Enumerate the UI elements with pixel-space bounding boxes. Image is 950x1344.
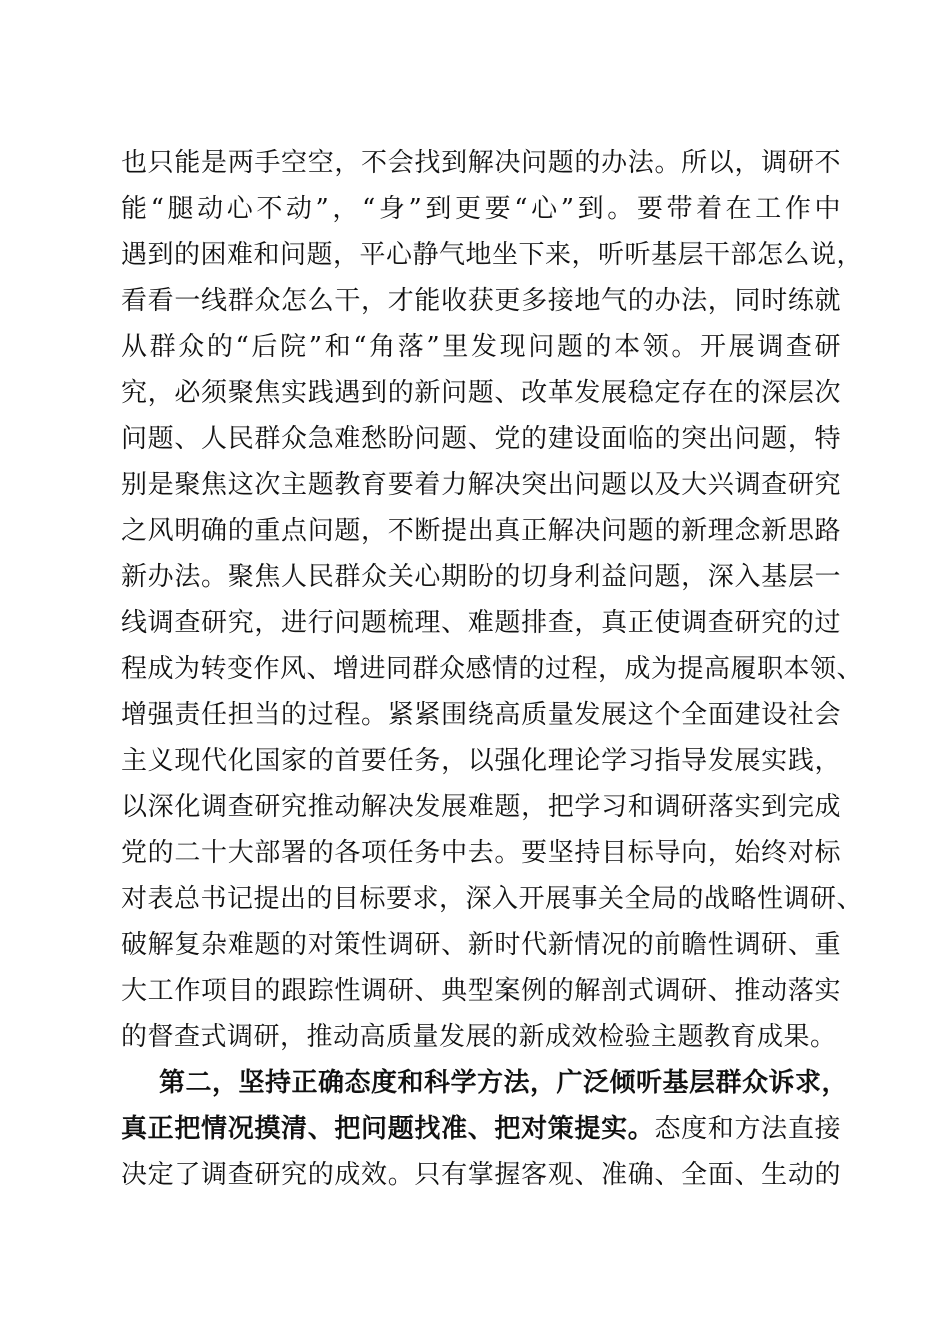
text-line: 新办法。聚焦人民群众关心期盼的切身利益问题，深入基层一: [121, 562, 841, 592]
text-line: 别是聚焦这次主题教育要着力解决突出问题以及大兴调查研究: [121, 470, 841, 500]
paragraph-last-line: 的督查式调研，推动高质量发展的新成效检验主题教育成果。: [121, 1022, 837, 1052]
text-line: 线调查研究，进行问题梳理、难题排查，真正使调查研究的过: [121, 608, 841, 638]
text-line: 决定了调查研究的成效。只有掌握客观、准确、全面、生动的: [121, 1160, 841, 1190]
text-line: 以深化调查研究推动解决发展难题，把学习和调研落实到完成: [121, 792, 841, 822]
body-text: [121, 140, 864, 1198]
section-heading: 第二，坚持正确态度和科学方法，广泛倾听基层群众诉求，: [159, 1068, 849, 1098]
section-heading-cont: 真正把情况摸清、把问题找准、把对策提实。: [121, 1114, 655, 1144]
text-line: 党的二十大部署的各项任务中去。要坚持目标导向，始终对标: [121, 838, 841, 868]
text-line: 也只能是两手空空，不会找到解决问题的办法。所以，调研不: [121, 148, 841, 178]
text-line: [121, 1106, 841, 1152]
text-span: 态度和方法直接: [654, 1114, 841, 1144]
text-line: 之风明确的重点问题，不断提出真正解决问题的新理念新思路: [121, 516, 841, 546]
text-line: 主义现代化国家的首要任务，以强化理论学习指导发展实践，: [121, 746, 841, 776]
text-line: 问题、人民群众急难愁盼问题、党的建设面临的突出问题，特: [121, 424, 841, 454]
text-line: 大工作项目的跟踪性调研、典型案例的解剖式调研、推动落实: [121, 976, 841, 1006]
text-line: 从群众的“后院”和“角落”里发现问题的本领。开展调查研: [121, 332, 841, 362]
text-line: 程成为转变作风、增进同群众感情的过程，成为提高履职本领、: [121, 654, 864, 684]
text-line: 对表总书记提出的目标要求，深入开展事关全局的战略性调研、: [121, 884, 864, 914]
text-line: 遇到的困难和问题，平心静气地坐下来，听听基层干部怎么说，: [121, 240, 864, 270]
text-line: 破解复杂难题的对策性调研、新时代新情况的前瞻性调研、重: [121, 930, 841, 960]
text-line: 看看一线群众怎么干，才能收获更多接地气的办法，同时练就: [121, 286, 841, 316]
text-line: 增强责任担当的过程。紧紧围绕高质量发展这个全面建设社会: [121, 700, 841, 730]
text-line: 能“腿动心不动”，“身”到更要“心”到。要带着在工作中: [121, 194, 841, 224]
text-line: 究，必须聚焦实践遇到的新问题、改革发展稳定存在的深层次: [121, 378, 841, 408]
